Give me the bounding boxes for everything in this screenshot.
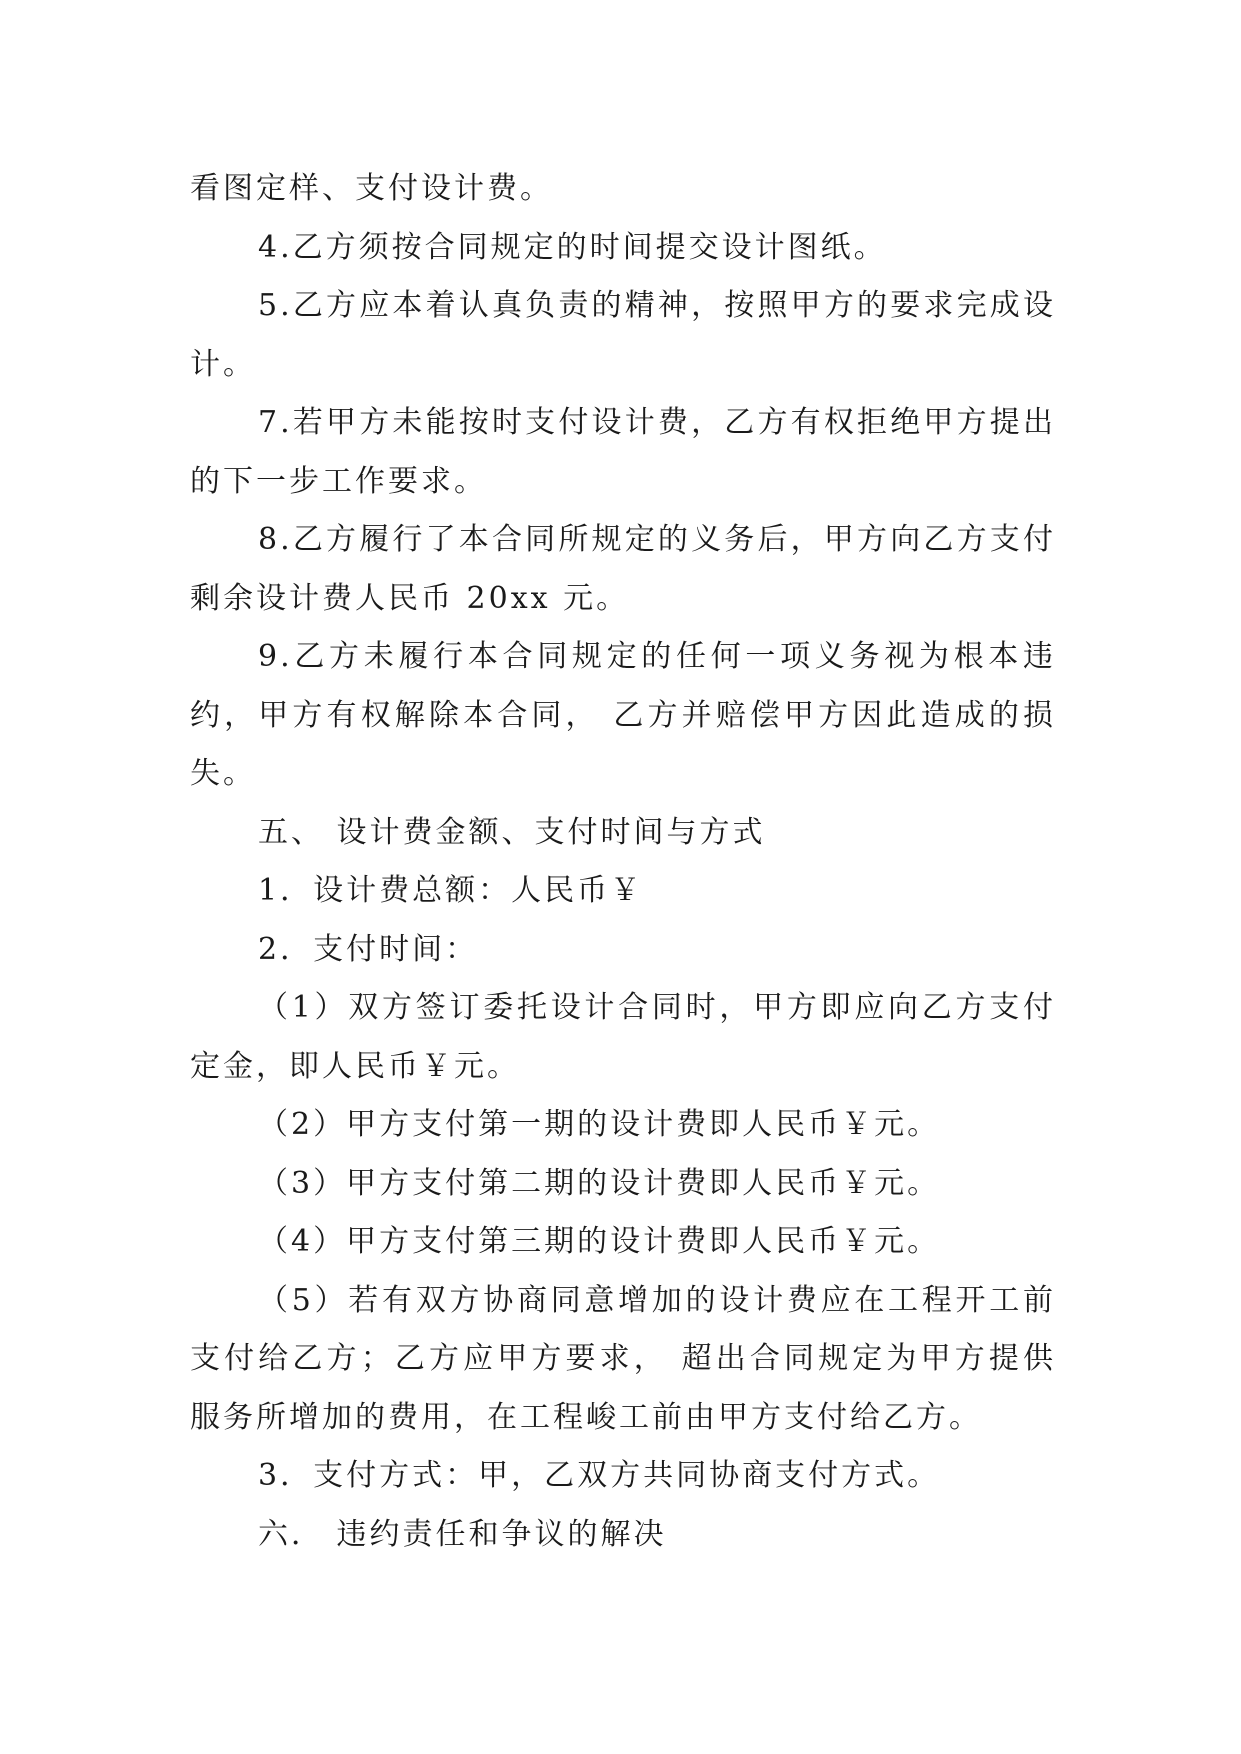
payment-item-4: （4）甲方支付第三期的设计费即人民币￥元。 [258,1224,941,1259]
payment-item-1: （1）双方签订委托设计合同时，甲方即应向乙方支付定金，即人民币￥元。 [190,990,1056,1084]
clause-8: 8.乙方履行了本合同所规定的义务后，甲方向乙方支付剩余设计费人民币 20xx 元。 [190,522,1056,616]
paragraph-continuation: 看图定样、支付设计费。 [190,171,553,206]
clause-5: 5.乙方应本着认真负责的精神，按照甲方的要求完成设计。 [190,288,1056,382]
fee-total: 1．设计费总额：人民币￥ [258,873,644,908]
contract-text [190,160,1056,1564]
payment-item-5: （5）若有双方协商同意增加的设计费应在工程开工前支付给乙方；乙方应甲方要求， 超出合同规定为甲方提供服务所增加的费用，在工程峻工前由甲方支付给乙方。 [190,1282,1056,1435]
clause-7: 7.若甲方未能按时支付设计费，乙方有权拒绝甲方提出的下一步工作要求。 [190,405,1056,499]
payment-method: 3．支付方式：甲，乙双方共同协商支付方式。 [258,1458,941,1493]
clause-9: 9.乙方未履行本合同规定的任何一项义务视为根本违约，甲方有权解除本合同， 乙方并赔偿甲方因此造成的损失。 [190,639,1056,791]
clause-4: 4.乙方须按合同规定的时间提交设计图纸。 [258,229,887,265]
payment-time: 2．支付时间： [258,931,479,967]
section-5-heading: 五、 设计费金额、支付时间与方式 [258,814,766,850]
section-6-heading: 六． 违约责任和争议的解决 [258,1516,667,1552]
payment-item-3: （3）甲方支付第二期的设计费即人民币￥元。 [258,1165,941,1201]
payment-item-2: （2）甲方支付第一期的设计费即人民币￥元。 [258,1107,941,1142]
